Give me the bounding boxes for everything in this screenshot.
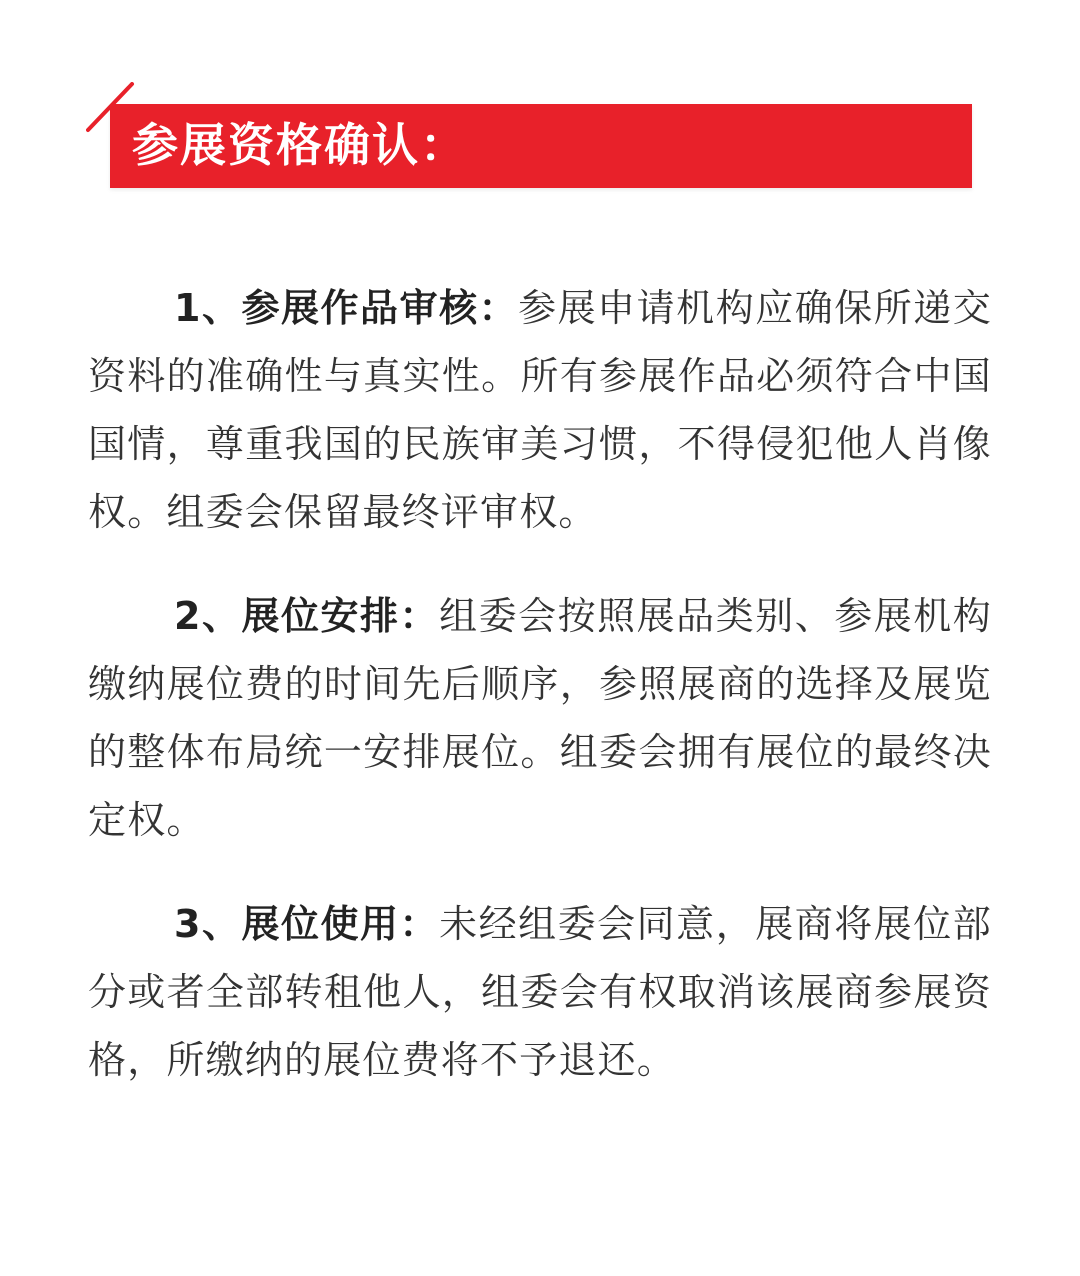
section-body: 组委会按照展品类别、参展机构缴纳展位费的时间先后顺序，参照展商的选择及展览的整体布局统一安排展位。组委会拥有展位的最终决定权。 xyxy=(88,594,992,842)
section-paragraph-1 xyxy=(88,274,992,546)
section-paragraph-3 xyxy=(88,890,992,1094)
section-number: 3、 xyxy=(174,902,242,946)
header-banner xyxy=(110,104,972,188)
section-heading: 展位使用： xyxy=(241,902,440,946)
section-number: 1、 xyxy=(174,286,242,330)
section-body: 参展申请机构应确保所递交资料的准确性与真实性。所有参展作品必须符合中国国情，尊重我国的民族审美习惯，不得侵犯他人肖像权。组委会保留最终评审权。 xyxy=(88,286,992,534)
content-body xyxy=(88,274,992,1130)
header-title: 参展资格确认： xyxy=(132,118,468,172)
section-body: 未经组委会同意，展商将展位部分或者全部转租他人，组委会有权取消该展商参展资格，所缴纳的展位费将不予退还。 xyxy=(88,902,992,1082)
section-header xyxy=(86,82,976,192)
section-paragraph-2 xyxy=(88,582,992,854)
section-heading: 展位安排： xyxy=(241,594,440,638)
section-heading: 参展作品审核： xyxy=(241,286,519,330)
section-number: 2、 xyxy=(174,594,242,638)
